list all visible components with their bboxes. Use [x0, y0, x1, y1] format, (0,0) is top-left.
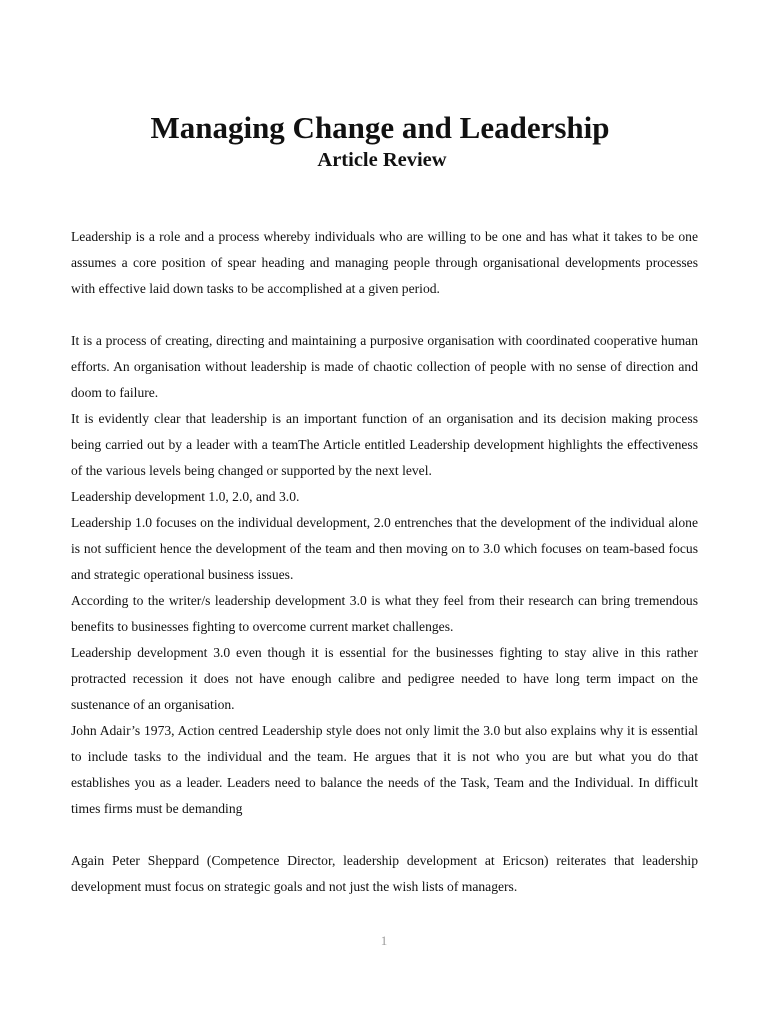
paragraph-2: It is a process of creating, directing and maintaining a purposive organisation with coordinated cooperative human efforts. An organisation without leadership is made of chaotic collection of people with no sense of direction and doom to failure. — [71, 333, 698, 400]
document-subtitle: Article Review — [317, 149, 447, 171]
paragraph-5: Leadership 1.0 focuses on the individual development, 2.0 entrenches that the development of the individual alone is not sufficient hence the development of the team and then moving on to 3.0 which focuses on team-based focus and strategic operational business issues. — [71, 515, 698, 582]
document-body — [71, 224, 698, 900]
paragraph-6: According to the writer/s leadership development 3.0 is what they feel from their research can bring tremendous benefits to businesses fighting to overcome current market challenges. — [71, 593, 698, 634]
paragraph-gap — [71, 302, 698, 328]
document-title: Managing Change and Leadership — [150, 110, 610, 145]
paragraph-7: Leadership development 3.0 even though it is essential for the businesses fighting to stay alive in this rather protracted recession it does not have enough calibre and pedigree needed to have long term impact on the sustenance of an organisation. — [71, 645, 698, 712]
paragraph-8: John Adair’s 1973, Action centred Leadership style does not only limit the 3.0 but also explains why it is essential to include tasks to the individual and the team. He argues that it is not who you are but what you do that establishes you as a leader. Leaders need to balance the needs of the Task, Team and the Individual. In difficult times firms must be demanding — [71, 723, 698, 816]
paragraph-1: Leadership is a role and a process whereby individuals who are willing to be one and has what it takes to be one assumes a core position of spear heading and managing people through organisational developments processes with effective laid down tasks to be accomplished at a given period. — [71, 229, 698, 296]
paragraph-3: It is evidently clear that leadership is an important function of an organisation and its decision making process being carried out by a leader with a teamThe Article entitled Leadership development highlights the effectiveness of the various levels being changed or supported by the next level. — [71, 411, 698, 478]
paragraph-gap — [71, 822, 698, 848]
page-number: 1 — [380, 933, 388, 948]
paragraph-4: Leadership development 1.0, 2.0, and 3.0. — [71, 489, 300, 504]
paragraph-9: Again Peter Sheppard (Competence Director, leadership development at Ericson) reiterates that leadership development must focus on strategic goals and not just the wish lists of managers. — [71, 853, 698, 894]
